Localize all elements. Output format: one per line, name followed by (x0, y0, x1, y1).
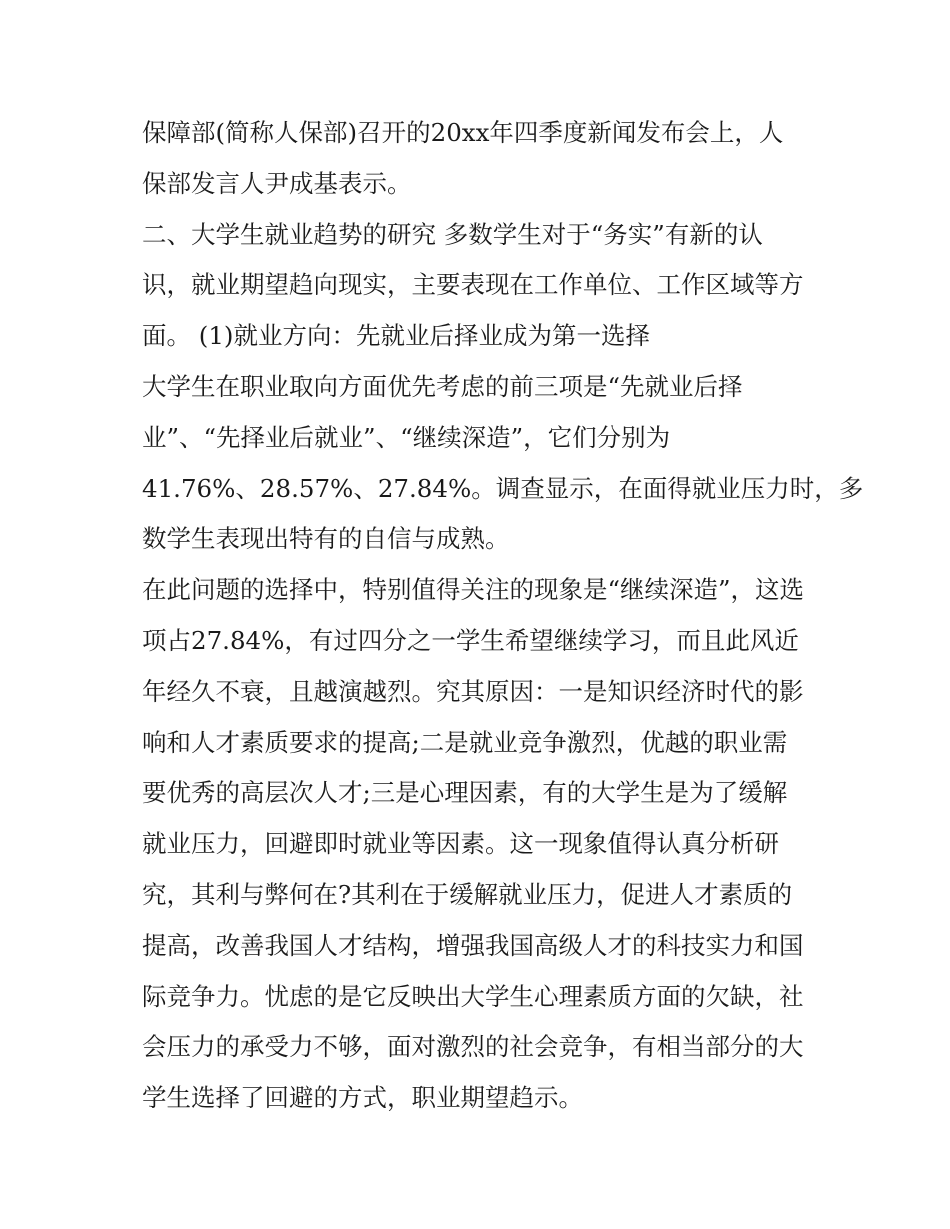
text-line: 业”、“先择业后就业”、“继续深造”，它们分别为 (142, 422, 671, 452)
body-text (142, 108, 864, 1124)
text-line: 年经久不衰，且越演越烈。究其原因：一是知识经济时代的影 (142, 676, 804, 706)
text-line: 要优秀的高层次人才;三是心理因素，有的大学生是为了缓解 (142, 778, 788, 808)
text-line: 提高，改善我国人才结构，增强我国高级人才的科技实力和国 (142, 930, 804, 960)
text-line: 学生选择了回避的方式，职业期望趋示。 (142, 1083, 583, 1113)
text-line: 面。 (1)就业方向：先就业后择业成为第一选择 (142, 321, 650, 351)
text-line: 41.76%、28.57%、27.84%。调查显示，在面得就业压力时，多 (142, 473, 864, 503)
text-line: 识，就业期望趋向现实，主要表现在工作单位、工作区域等方 (142, 270, 804, 300)
text-line: 二、大学生就业趋势的研究 多数学生对于“务实”有新的认 (142, 219, 763, 249)
text-line: 大学生在职业取向方面优先考虑的前三项是“先就业后择 (142, 371, 743, 401)
text-line: 就业压力，回避即时就业等因素。这一现象值得认真分析研 (142, 829, 779, 859)
text-line: 在此问题的选择中，特别值得关注的现象是“继续深造”，这选 (142, 575, 805, 605)
text-line: 响和人才素质要求的提高;二是就业竞争激烈，优越的职业需 (142, 727, 788, 757)
text-line: 保部发言人尹成基表示。 (142, 168, 412, 198)
text-line: 数学生表现出特有的自信与成熟。 (142, 524, 510, 554)
text-line: 究，其利与弊何在?其利在于缓解就业压力，促进人才素质的 (142, 879, 793, 909)
text-line: 会压力的承受力不够，面对激烈的社会竞争，有相当部分的大 (142, 1032, 804, 1062)
text-line: 项占27.84%，有过四分之一学生希望继续学习，而且此风近 (142, 625, 799, 655)
text-line: 保障部(简称人保部)召开的20xx年四季度新闻发布会上，人 (142, 118, 784, 147)
text-line: 际竞争力。忧虑的是它反映出大学生心理素质方面的欠缺，社 (142, 981, 804, 1011)
